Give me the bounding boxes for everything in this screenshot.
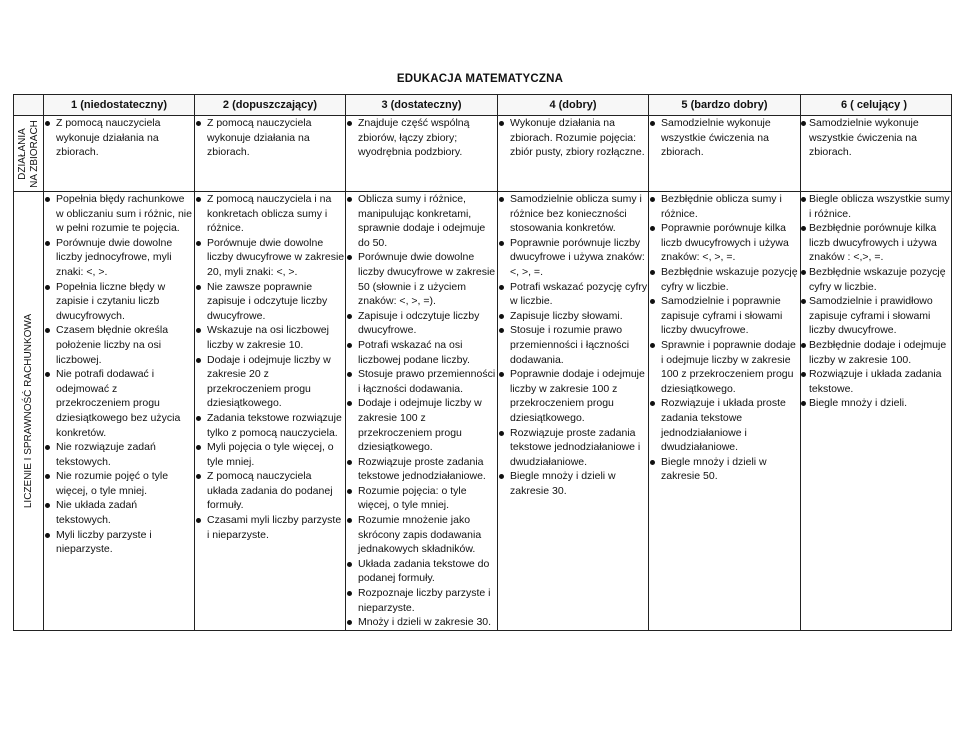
cell-dzialania-3: [346, 116, 498, 192]
criterion-item: Porównuje dwie dowolne liczby dwucyfrowe w zakresie 50 (słownie i z użyciem znaków: <, >, =).: [346, 250, 497, 308]
cell-dzialania-6: [801, 116, 952, 192]
criterion-item: Bezbłędnie oblicza sumy i różnice.: [649, 192, 800, 221]
criterion-item: Zadania tekstowe rozwiązuje tylko z pomocą nauczyciela.: [195, 411, 345, 440]
criterion-item: Poprawnie dodaje i odejmuje liczby w zakresie 100 z przekroczeniem progu dziesiątkowego.: [498, 367, 648, 425]
criterion-item: Myli pojęcia o tyle więcej, o tyle mniej.: [195, 440, 345, 469]
criterion-item: Rozwiązuje proste zadania tekstowe jednodziałaniowe.: [346, 455, 497, 484]
criterion-item: Samodzielnie wykonuje wszystkie ćwiczenia na zbiorach.: [649, 116, 800, 160]
cell-dzialania-4: [498, 116, 649, 192]
criterion-item: Nie rozumie pojęć o tyle więcej, o tyle mniej.: [44, 469, 194, 498]
cell-liczenie-2: [195, 192, 346, 631]
criterion-item: Dodaje i odejmuje liczby w zakresie 20 z przekroczeniem progu dziesiątkowego.: [195, 353, 345, 411]
criterion-item: Zapisuje liczby słowami.: [498, 309, 648, 324]
criterion-item: Wskazuje na osi liczbowej liczby w zakresie 10.: [195, 323, 345, 352]
row-label-liczenie: [14, 192, 44, 631]
criterion-item: Bezbłędnie porównuje kilka liczb dwucyfrowych i używa znaków : <,>, =.: [801, 221, 951, 265]
cell-dzialania-5: [649, 116, 801, 192]
criterion-item: Rozumie mnożenie jako skrócony zapis dodawania jednakowych składników.: [346, 513, 497, 557]
criterion-item: Samodzielnie i poprawnie zapisuje cyframi i słowami liczby dwucyfrowe.: [649, 294, 800, 338]
criterion-item: Czasami myli liczby parzyste i nieparzyste.: [195, 513, 345, 542]
cell-dzialania-2: [195, 116, 346, 192]
criterion-item: Nie zawsze poprawnie zapisuje i odczytuje liczby dwucyfrowe.: [195, 280, 345, 324]
criterion-item: Potrafi wskazać na osi liczbowej podane liczby.: [346, 338, 497, 367]
cell-dzialania-1: [44, 116, 195, 192]
criterion-item: Potrafi wskazać pozycję cyfry w liczbie.: [498, 280, 648, 309]
criterion-item: Czasem błędnie określa położenie liczby na osi liczbowej.: [44, 323, 194, 367]
criterion-item: Rozumie pojęcia: o tyle więcej, o tyle mniej.: [346, 484, 497, 513]
criterion-item: Poprawnie porównuje kilka liczb dwucyfrowych i używa znaków: <, >, =.: [649, 221, 800, 265]
row-dzialania: [14, 116, 952, 192]
criterion-item: Znajduje część wspólną zbiorów, łączy zbiory; wyodrębnia podzbiory.: [346, 116, 497, 160]
criterion-item: Poprawnie porównuje liczby dwucyfrowe i używa znaków: <, >, =.: [498, 236, 648, 280]
cell-liczenie-5: [649, 192, 801, 631]
criterion-item: Mnoży i dzieli w zakresie 30.: [346, 615, 497, 630]
criterion-item: Samodzielnie i prawidłowo zapisuje cyframi i słowami liczby dwucyfrowe.: [801, 294, 951, 338]
cell-liczenie-4: [498, 192, 649, 631]
criterion-item: Nie układa zadań tekstowych.: [44, 498, 194, 527]
header-grade-5: 5 (bardzo dobry): [649, 95, 801, 116]
cell-liczenie-6: [801, 192, 952, 631]
header-grade-1: 1 (niedostateczny): [44, 95, 195, 116]
header-row: [14, 95, 952, 116]
criterion-item: Stosuje i rozumie prawo przemienności i łączności dodawania.: [498, 323, 648, 367]
header-grade-3: 3 (dostateczny): [346, 95, 498, 116]
criterion-item: Biegle oblicza wszystkie sumy i różnice.: [801, 192, 951, 221]
criterion-item: Bezbłędnie wskazuje pozycję cyfry w liczbie.: [649, 265, 800, 294]
row-label-line2: NA ZBIORACH: [28, 119, 40, 188]
header-grade-4: 4 (dobry): [498, 95, 649, 116]
criterion-item: Biegle mnoży i dzieli.: [801, 396, 951, 411]
criterion-item: Biegle mnoży i dzieli w zakresie 30.: [498, 469, 648, 498]
criterion-item: Zapisuje i odczytuje liczby dwucyfrowe.: [346, 309, 497, 338]
header-grade-6: 6 ( celujący ): [801, 95, 952, 116]
criterion-item: Sprawnie i poprawnie dodaje i odejmuje liczby w zakresie 100 z przekroczeniem progu dziesiątkowego.: [649, 338, 800, 396]
row-label-line1: DZIAŁANIA: [16, 127, 28, 180]
criterion-item: Rozwiązuje i układa proste zadania tekstowe jednodziałaniowe i dwudziałaniowe.: [649, 396, 800, 454]
criterion-item: Bezbłędnie wskazuje pozycję cyfry w liczbie.: [801, 265, 951, 294]
criterion-item: Oblicza sumy i różnice, manipulując konkretami, sprawnie dodaje i odejmuje do 50.: [346, 192, 497, 250]
criterion-item: Samodzielnie oblicza sumy i różnice bez konieczności stosowania konkretów.: [498, 192, 648, 236]
row-label-line1: LICZENIE I SPRAWNOŚĆ RACHUNKOWA: [22, 313, 34, 509]
cell-liczenie-3: [346, 192, 498, 631]
criterion-item: Z pomocą nauczyciela układa zadania do podanej formuły.: [195, 469, 345, 513]
criterion-item: Samodzielnie wykonuje wszystkie ćwiczenia na zbiorach.: [801, 116, 951, 160]
criterion-item: Nie potrafi dodawać i odejmować z przekroczeniem progu dziesiątkowego bez użycia konkretów.: [44, 367, 194, 440]
criterion-item: Popełnia liczne błędy w zapisie i czytaniu liczb dwucyfrowych.: [44, 280, 194, 324]
row-label-dzialania: [14, 116, 44, 192]
criterion-item: Nie rozwiązuje zadań tekstowych.: [44, 440, 194, 469]
criterion-item: Układa zadania tekstowe do podanej formuły.: [346, 557, 497, 586]
cell-liczenie-1: [44, 192, 195, 631]
criterion-item: Porównuje dwie dowolne liczby dwucyfrowe w zakresie 20, myli znaki: <, >.: [195, 236, 345, 280]
criterion-item: Popełnia błędy rachunkowe w obliczaniu sum i różnic, nie w pełni rozumie te pojęcia.: [44, 192, 194, 236]
criterion-item: Z pomocą nauczyciela wykonuje działania na zbiorach.: [195, 116, 345, 160]
page-title: EDUKACJA MATEMATYCZNA: [396, 73, 564, 85]
grading-table: [13, 94, 952, 631]
criterion-item: Wykonuje działania na zbiorach. Rozumie pojęcia: zbiór pusty, zbiory rozłączne.: [498, 116, 648, 160]
row-liczenie: [14, 192, 952, 631]
criterion-item: Biegle mnoży i dzieli w zakresie 50.: [649, 455, 800, 484]
criterion-item: Rozpoznaje liczby parzyste i nieparzyste.: [346, 586, 497, 615]
corner-cell: [14, 95, 44, 116]
criterion-item: Porównuje dwie dowolne liczby jednocyfrowe, myli znaki: <, >.: [44, 236, 194, 280]
criterion-item: Z pomocą nauczyciela wykonuje działania na zbiorach.: [44, 116, 194, 160]
criterion-item: Z pomocą nauczyciela i na konkretach oblicza sumy i różnice.: [195, 192, 345, 236]
criterion-item: Bezbłędnie dodaje i odejmuje liczby w zakresie 100.: [801, 338, 951, 367]
criterion-item: Rozwiązuje i układa zadania tekstowe.: [801, 367, 951, 396]
header-grade-2: 2 (dopuszczający): [195, 95, 346, 116]
criterion-item: Rozwiązuje proste zadania tekstowe jednodziałaniowe i dwudziałaniowe.: [498, 426, 648, 470]
criterion-item: Myli liczby parzyste i nieparzyste.: [44, 528, 194, 557]
criterion-item: Stosuje prawo przemienności i łączności dodawania.: [346, 367, 497, 396]
criterion-item: Dodaje i odejmuje liczby w zakresie 100 z przekroczeniem progu dziesiątkowego.: [346, 396, 497, 454]
